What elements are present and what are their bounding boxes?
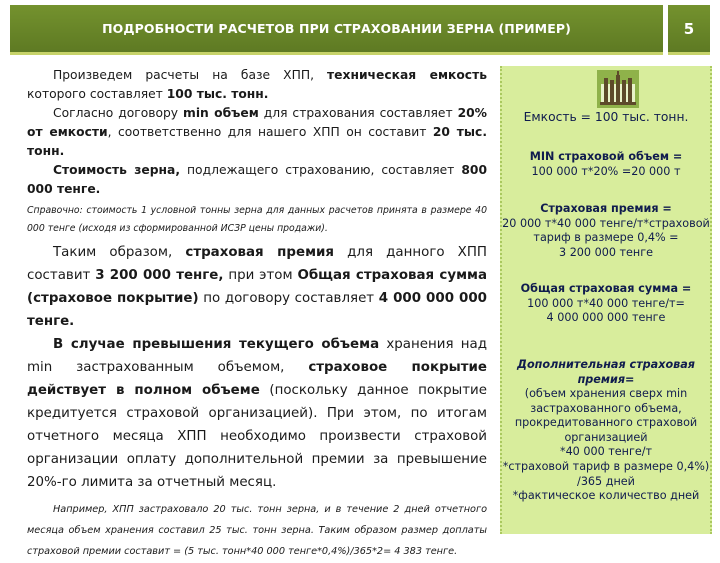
additional-premium-box xyxy=(502,358,710,504)
additional-premium-line: *40 000 тенге/т xyxy=(559,445,653,459)
total-sum-formula: 100 000 т*40 000 тенге/т= xyxy=(527,296,685,310)
additional-premium-line: прокредитованного страховой xyxy=(514,416,698,430)
total-sum-box xyxy=(502,282,710,326)
capacity-box xyxy=(502,110,710,126)
grain-elevator-icon xyxy=(597,70,639,108)
total-sum-title: Общая страховая сумма = xyxy=(520,282,692,295)
additional-premium-line: застрахованного объема, xyxy=(530,401,682,415)
slide-title: ПОДРОБНОСТИ РАСЧЕТОВ ПРИ СТРАХОВАНИИ ЗЕРНА (ПРИМЕР) xyxy=(102,21,571,36)
additional-premium-line: *страховой тариф в размере 0,4%) xyxy=(502,459,710,473)
paragraph-premium: Таким образом, страховая премия для данного ХПП составит 3 200 000 тенге, при этом Общая страховая сумма (страховое покрытие) по договору составляет 4 000 000 000 тенге. xyxy=(27,244,488,329)
premium-formula-line: тариф в размере 0,4% = xyxy=(533,231,679,245)
min-volume-title: MIN страховой объем = xyxy=(529,150,683,163)
page-number: 5 xyxy=(668,5,710,55)
capacity-text: Емкость = 100 тыс. тонн. xyxy=(523,110,689,124)
main-text xyxy=(27,66,487,563)
additional-premium-line: *фактическое количество дней xyxy=(512,489,700,503)
calculation-sidebar xyxy=(500,66,712,534)
additional-premium-title: Дополнительная страховая xyxy=(517,358,695,371)
min-volume-formula: 100 000 т*20% =20 000 т xyxy=(531,164,681,178)
slide-header xyxy=(10,5,663,55)
premium-title: Страховая премия = xyxy=(540,202,672,215)
total-sum-result: 4 000 000 000 тенге xyxy=(546,311,666,325)
min-volume-box xyxy=(502,150,710,179)
additional-premium-line: организацией xyxy=(564,430,648,444)
example-note: Например, ХПП застраховало 20 тыс. тонн зерна, и в течение 2 дней отчетного месяца объем хранения составил 25 тыс. тонн зерна. Таким образом размер доплаты страховой премии составит = (5 тыс. тонн*40 000 тенге*0,4%)/365*2= 4 383 тенге. xyxy=(27,504,487,557)
reference-note: Справочно: стоимость 1 условной тонны зерна для данных расчетов принята в размере 40 000 тенге (исходя из сформированной ИСЗР цены продажи). xyxy=(27,205,487,234)
additional-premium-title: премия= xyxy=(577,372,635,386)
paragraph-min-volume: Согласно договору min объем для страхования составляет 20% от емкости, соответственно для нашего ХПП он составит 20 тыс. тонн. xyxy=(27,106,487,159)
premium-box xyxy=(502,202,710,260)
paragraph-capacity: Произведем расчеты на базе ХПП, техническая емкость которого составляет 100 тыс. тонн. xyxy=(27,68,487,102)
premium-result: 3 200 000 тенге xyxy=(559,245,653,259)
paragraph-excess: В случае превышения текущего объема хранения над min застрахованным объемом, страховое покрытие действует в полном объеме (поскольку данное покрытие кредитуется страховой организацией). При этом, по итогам отчетного месяца ХПП необходимо произвести страховой организации оплату дополнительной премии за превышение 20%-го лимита за отчетный месяц. xyxy=(27,336,488,491)
paragraph-grain-value: Стоимость зерна, подлежащего страхованию, составляет 800 000 тенге. xyxy=(27,163,487,197)
additional-premium-line: (объем хранения сверх min xyxy=(524,387,688,401)
additional-premium-line: /365 дней xyxy=(577,474,635,488)
premium-formula-line: 20 000 т*40 000 тенге/т*страховой xyxy=(502,216,710,230)
